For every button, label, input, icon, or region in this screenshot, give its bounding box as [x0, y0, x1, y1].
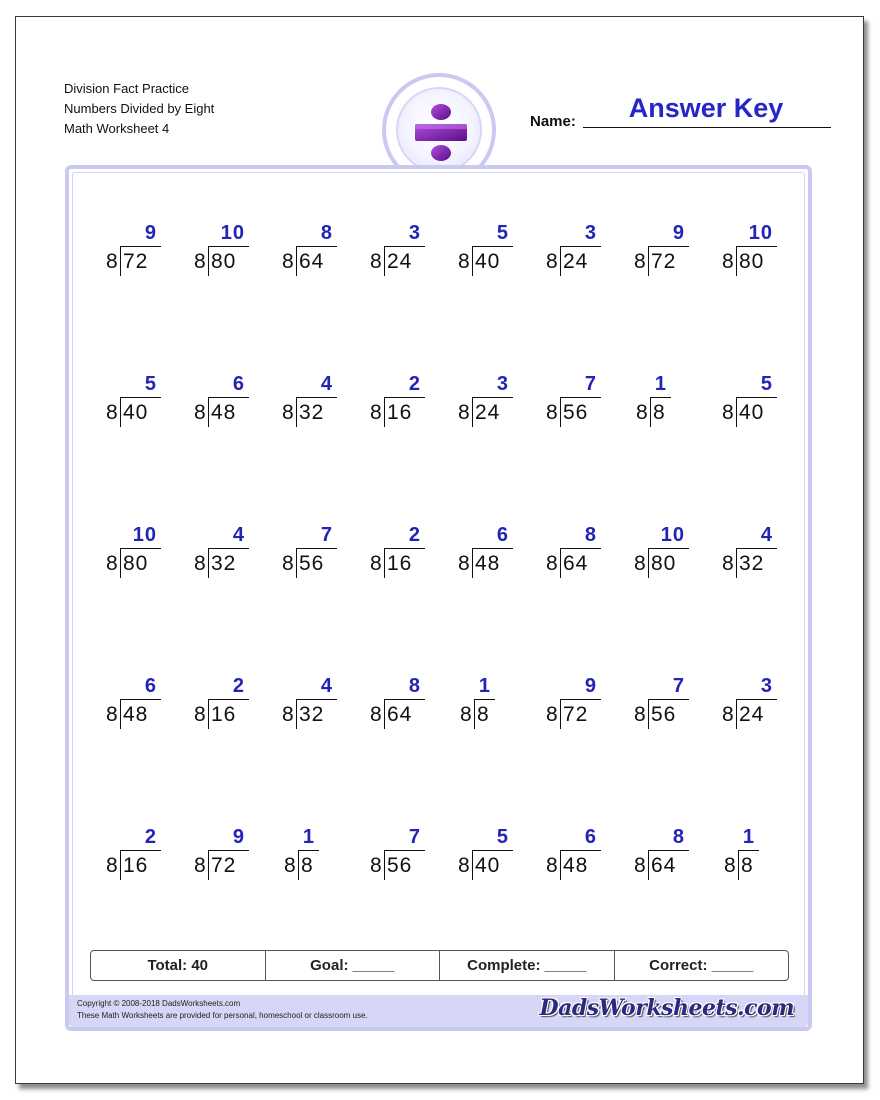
division-problem: [513, 221, 601, 291]
divisor: 8: [370, 552, 382, 575]
divisor: 8: [634, 703, 646, 726]
answer-quotient: 10: [660, 524, 685, 546]
divisor: 8: [458, 552, 470, 575]
answer-quotient: 5: [496, 222, 509, 244]
division-problem: [73, 674, 161, 744]
answer-quotient: 4: [320, 373, 333, 395]
worksheet-number: Math Worksheet 4: [64, 121, 170, 136]
name-line: [583, 127, 831, 128]
dividend: 56: [387, 854, 413, 877]
division-problem: [73, 523, 161, 593]
answer-quotient: 9: [584, 675, 597, 697]
answer-quotient: 2: [232, 675, 245, 697]
division-problem: [601, 825, 689, 895]
dividend: 80: [739, 250, 765, 273]
divisor: 8: [458, 401, 470, 424]
answer-quotient: 6: [232, 373, 245, 395]
answer-quotient: 2: [408, 373, 421, 395]
division-problem: [513, 523, 601, 593]
division-problem: [161, 372, 249, 442]
dividend: 48: [475, 552, 501, 575]
footer: [69, 995, 808, 1027]
divisor: 8: [724, 854, 736, 877]
division-problem: [513, 372, 601, 442]
divisor: 8: [546, 854, 558, 877]
divisor: 8: [546, 552, 558, 575]
divisor: 8: [194, 250, 206, 273]
answer-quotient: 5: [496, 826, 509, 848]
worksheet-title: Division Fact Practice: [64, 81, 189, 96]
divisor: 8: [106, 401, 118, 424]
division-problem: [689, 523, 777, 593]
division-problem: [425, 523, 513, 593]
divisor: 8: [722, 401, 734, 424]
answer-quotient: 1: [654, 373, 667, 395]
division-problem: [513, 674, 601, 744]
answer-quotient: 5: [144, 373, 157, 395]
dividend: 72: [563, 703, 589, 726]
answer-quotient: 10: [748, 222, 773, 244]
answer-quotient: 3: [496, 373, 509, 395]
answer-quotient: 1: [478, 675, 491, 697]
answer-quotient: 7: [584, 373, 597, 395]
answer-quotient: 9: [144, 222, 157, 244]
divisor: 8: [546, 250, 558, 273]
divisor: 8: [106, 703, 118, 726]
answer-quotient: 8: [584, 524, 597, 546]
usage-line: These Math Worksheets are provided for personal, homeschool or classroom use.: [77, 1011, 368, 1020]
divisor: 8: [194, 703, 206, 726]
dividend: 24: [563, 250, 589, 273]
division-icon: [398, 89, 484, 175]
answer-quotient: 8: [672, 826, 685, 848]
dividend: 24: [739, 703, 765, 726]
dividend: 64: [651, 854, 677, 877]
dividend: 72: [211, 854, 237, 877]
score-bar: [90, 950, 789, 981]
answer-quotient: 4: [760, 524, 773, 546]
answer-quotient: 8: [320, 222, 333, 244]
answer-quotient: 4: [232, 524, 245, 546]
division-problem: [601, 674, 689, 744]
dividend: 40: [739, 401, 765, 424]
answer-quotient: 6: [144, 675, 157, 697]
dividend: 24: [475, 401, 501, 424]
division-problem: [249, 523, 337, 593]
division-problem: [161, 825, 249, 895]
dividend: 56: [651, 703, 677, 726]
answer-quotient: 6: [584, 826, 597, 848]
divisor: 8: [282, 552, 294, 575]
worksheet-page: [15, 16, 864, 1084]
dividend: 16: [387, 401, 413, 424]
worksheet-header: [64, 79, 214, 139]
answer-quotient: 9: [672, 222, 685, 244]
division-problem: [73, 825, 161, 895]
division-problem: [689, 372, 777, 442]
copyright-line: Copyright © 2008-2018 DadsWorksheets.com: [77, 999, 241, 1008]
divisor: 8: [194, 552, 206, 575]
dividend: 80: [651, 552, 677, 575]
answer-quotient: 3: [760, 675, 773, 697]
division-problem: [689, 674, 777, 744]
divisor: 8: [722, 552, 734, 575]
division-problem: [73, 221, 161, 291]
divisor: 8: [722, 250, 734, 273]
copyright: [77, 998, 368, 1022]
division-problem: [689, 825, 777, 895]
dividend: 48: [123, 703, 149, 726]
divisor: 8: [370, 250, 382, 273]
dividend: 64: [563, 552, 589, 575]
division-problem: [601, 523, 689, 593]
division-problem: [337, 221, 425, 291]
dividend: 8: [741, 854, 754, 877]
answer-quotient: 7: [672, 675, 685, 697]
divisor: 8: [458, 250, 470, 273]
dividend: 8: [301, 854, 314, 877]
division-problem: [425, 221, 513, 291]
divisor: 8: [370, 703, 382, 726]
division-problem: [161, 674, 249, 744]
divisor: 8: [282, 703, 294, 726]
divisor: 8: [106, 552, 118, 575]
answer-quotient: 7: [320, 524, 333, 546]
division-problem: [337, 523, 425, 593]
division-problem: [601, 372, 689, 442]
worksheet-subtitle: Numbers Divided by Eight: [64, 101, 215, 116]
dividend: 64: [387, 703, 413, 726]
answer-quotient: 8: [408, 675, 421, 697]
dividend: 40: [475, 250, 501, 273]
answer-quotient: 1: [742, 826, 755, 848]
divisor: 8: [284, 854, 296, 877]
answer-quotient: 9: [232, 826, 245, 848]
division-problem: [601, 221, 689, 291]
answer-quotient: 3: [584, 222, 597, 244]
dividend: 32: [739, 552, 765, 575]
dividend: 40: [123, 401, 149, 424]
answer-quotient: 6: [496, 524, 509, 546]
division-problem: [73, 372, 161, 442]
dividend: 32: [299, 703, 325, 726]
divisor: 8: [546, 401, 558, 424]
divisor: 8: [458, 854, 470, 877]
divisor: 8: [370, 854, 382, 877]
answer-quotient: 5: [760, 373, 773, 395]
dividend: 80: [211, 250, 237, 273]
divisor: 8: [370, 401, 382, 424]
dividend: 64: [299, 250, 325, 273]
dividend: 32: [211, 552, 237, 575]
dividend: 8: [653, 401, 666, 424]
division-problem: [249, 221, 337, 291]
answer-quotient: 4: [320, 675, 333, 697]
division-problem: [249, 372, 337, 442]
dividend: 16: [211, 703, 237, 726]
division-problem: [425, 372, 513, 442]
divisor: 8: [282, 401, 294, 424]
answer-quotient: 2: [408, 524, 421, 546]
correct-cell: Correct: _____: [649, 957, 754, 974]
divisor: 8: [634, 854, 646, 877]
dividend: 32: [299, 401, 325, 424]
dividend: 48: [211, 401, 237, 424]
dividend: 8: [477, 703, 490, 726]
division-problem: [425, 825, 513, 895]
answer-quotient: 10: [132, 524, 157, 546]
division-problem: [513, 825, 601, 895]
dividend: 24: [387, 250, 413, 273]
divisor: 8: [194, 854, 206, 877]
dividend: 56: [563, 401, 589, 424]
answer-key-title: Answer Key: [628, 93, 784, 123]
answer-quotient: 1: [302, 826, 315, 848]
problem-grid: [73, 221, 777, 976]
dividend: 16: [387, 552, 413, 575]
goal-cell: Goal: _____: [266, 951, 441, 980]
divisor: 8: [634, 250, 646, 273]
division-problem: [337, 825, 425, 895]
divisor: 8: [460, 703, 472, 726]
divisor: 8: [282, 250, 294, 273]
total-cell: Total: 40: [91, 951, 266, 980]
dividend: 80: [123, 552, 149, 575]
division-problem: [161, 523, 249, 593]
divisor: 8: [634, 552, 646, 575]
division-problem: [249, 674, 337, 744]
dividend: 72: [123, 250, 149, 273]
division-problem: [337, 372, 425, 442]
divisor: 8: [636, 401, 648, 424]
dividend: 48: [563, 854, 589, 877]
name-label: Name:: [530, 113, 576, 130]
division-problem: [249, 825, 337, 895]
dividend: 72: [651, 250, 677, 273]
divisor: 8: [546, 703, 558, 726]
divisor: 8: [106, 854, 118, 877]
answer-quotient: 10: [220, 222, 245, 244]
division-problem: [689, 221, 777, 291]
division-problem: [425, 674, 513, 744]
divisor: 8: [722, 703, 734, 726]
divisor: 8: [194, 401, 206, 424]
dividend: 56: [299, 552, 325, 575]
answer-quotient: 3: [408, 222, 421, 244]
dividend: 40: [475, 854, 501, 877]
brand-logo: DadsWorksheets.com: [539, 995, 794, 1021]
division-problem: [161, 221, 249, 291]
complete-cell: Complete: _____: [440, 951, 615, 980]
answer-quotient: 2: [144, 826, 157, 848]
divisor: 8: [106, 250, 118, 273]
answer-quotient: 7: [408, 826, 421, 848]
dividend: 16: [123, 854, 149, 877]
division-problem: [337, 674, 425, 744]
